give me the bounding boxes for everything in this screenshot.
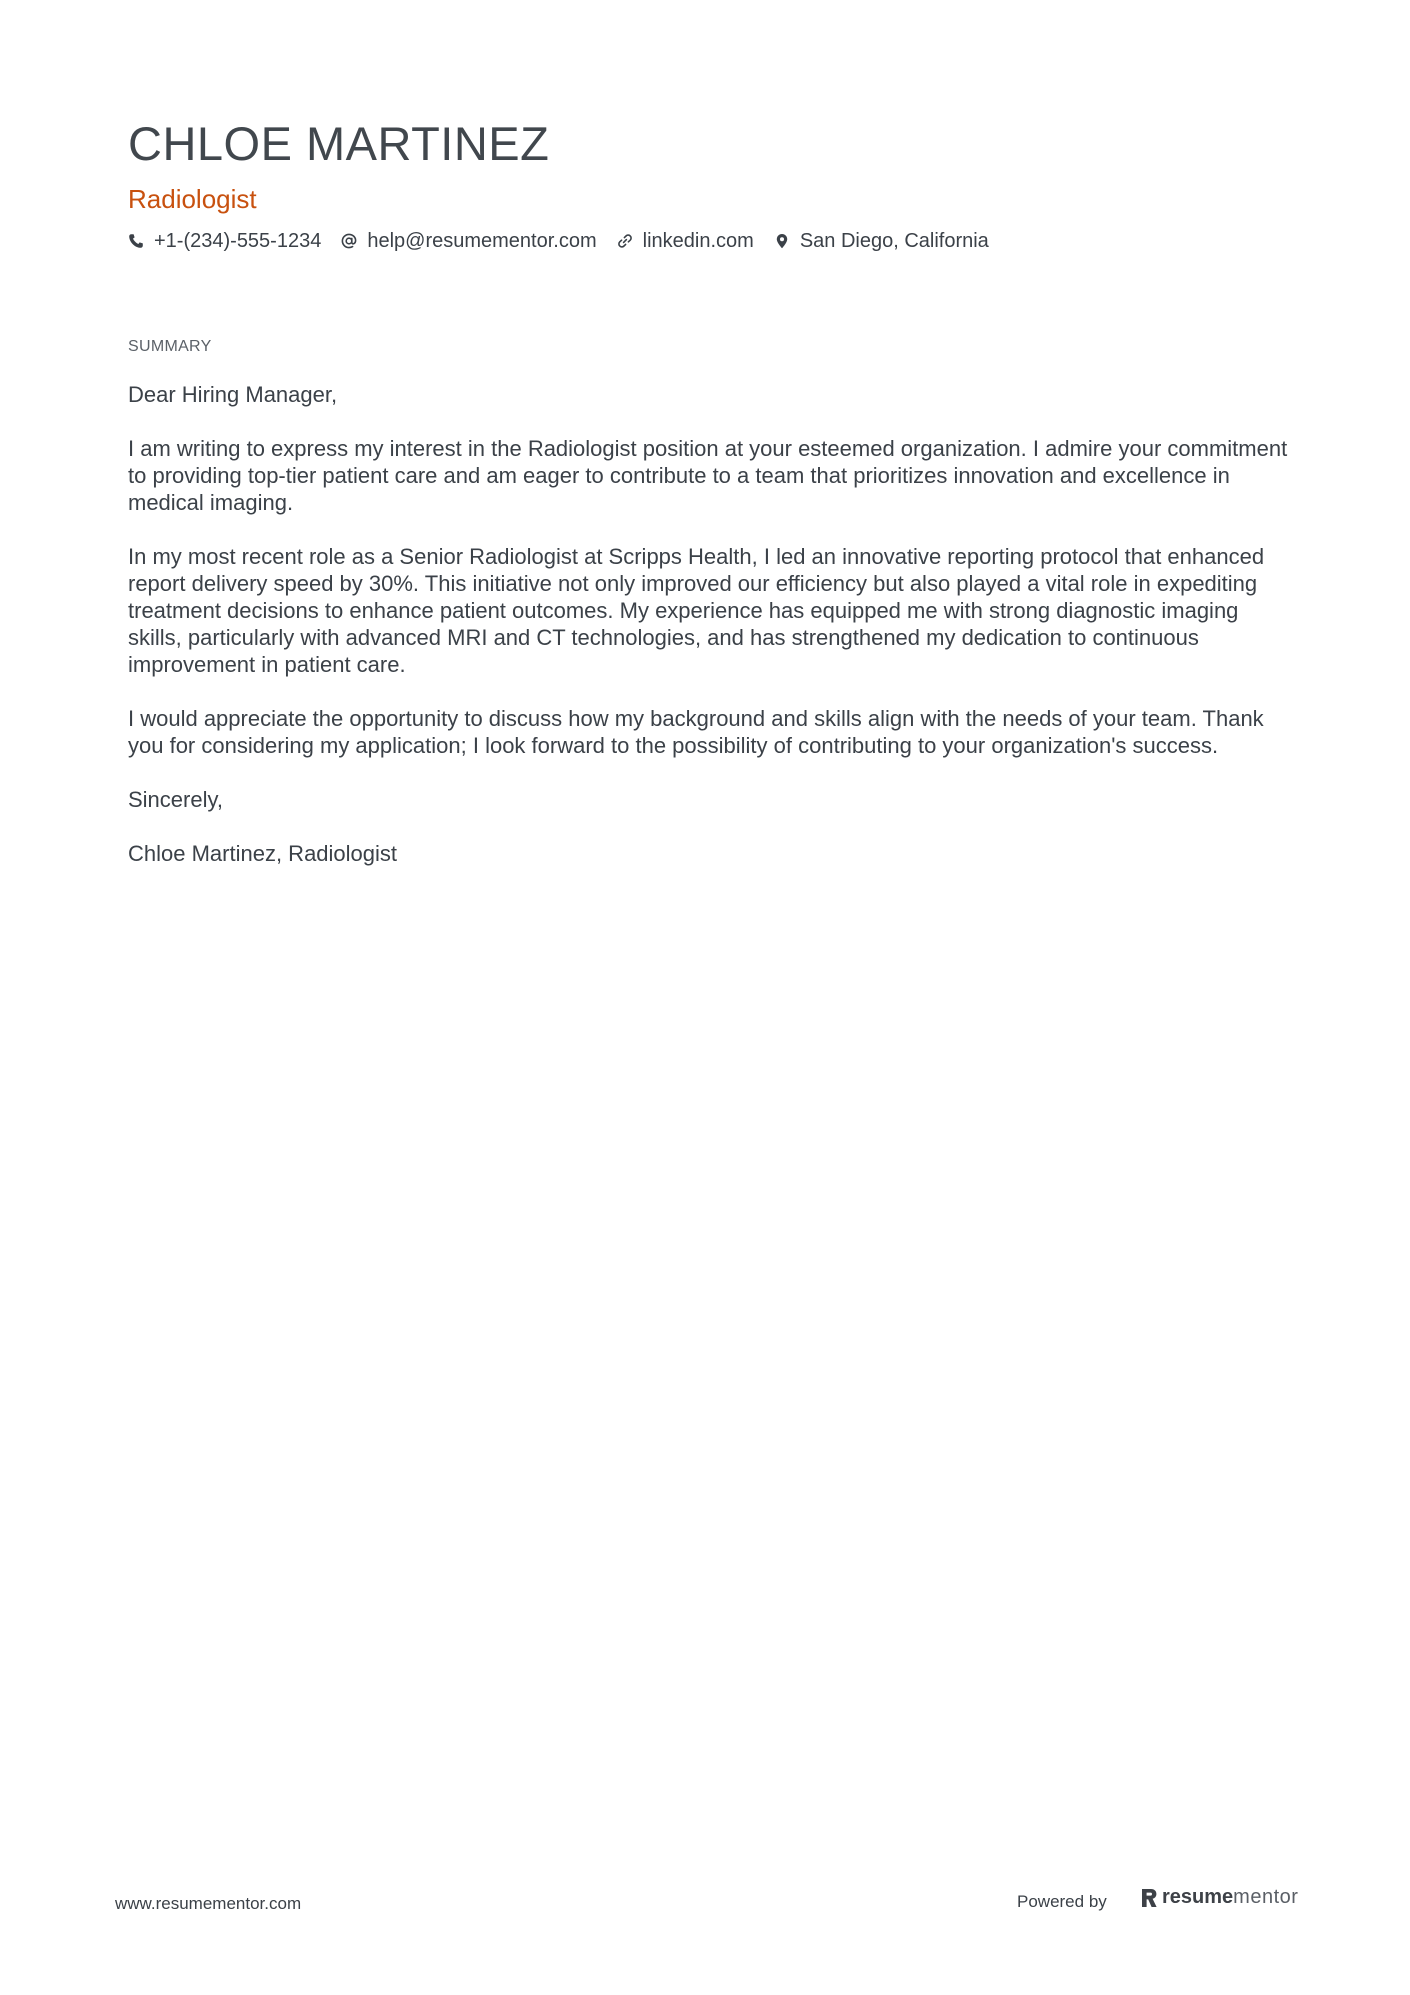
contact-linkedin[interactable] <box>617 228 754 254</box>
phone-icon <box>128 233 144 249</box>
resumementor-logo-icon <box>1140 1887 1158 1909</box>
linkedin-text: linkedin.com <box>642 230 754 252</box>
powered-by-label: Powered by <box>1017 1892 1107 1911</box>
section-label-summary: SUMMARY <box>128 338 212 355</box>
location-text: San Diego, California <box>799 230 989 252</box>
brand-name-bold: resume <box>1162 1886 1234 1908</box>
letter-closing: Sincerely, <box>128 787 223 812</box>
location-pin-icon <box>774 233 790 249</box>
at-icon <box>341 233 357 249</box>
phone-text: +1-(234)-555-1234 <box>154 230 322 252</box>
footer-website-link[interactable]: www.resumementor.com <box>115 1894 302 1913</box>
email-text: help@resumementor.com <box>367 230 597 252</box>
applicant-name: CHLOE MARTINEZ <box>128 117 550 170</box>
letter-signature: Chloe Martinez, Radiologist <box>128 841 398 866</box>
letter-greeting: Dear Hiring Manager, <box>128 382 338 407</box>
link-icon <box>617 233 633 249</box>
resumementor-brand-logo[interactable] <box>1140 1886 1298 1909</box>
letter-paragraph: I am writing to express my interest in the Radiologist position at your esteemed organization. I admire your commitment to providing top-tier patient care and am eager to contribute to a team that prioritizes innovation and excellence in medical imaging. <box>128 436 1288 515</box>
applicant-role: Radiologist <box>128 184 257 214</box>
header <box>128 116 1288 254</box>
contact-phone <box>128 228 321 254</box>
letter-paragraph: I would appreciate the opportunity to discuss how my background and skills align with the needs of your team. Thank you for considering my application; I look forward to the possibility of contributing to your organization's success. <box>128 706 1264 758</box>
contact-location <box>774 228 989 254</box>
contact-bar <box>128 228 1288 254</box>
brand-name-light: mentor <box>1233 1886 1299 1908</box>
letter-paragraph: In my most recent role as a Senior Radiologist at Scripps Health, I led an innovative reporting protocol that enhanced report delivery speed by 30%. This initiative not only improved our efficiency but also played a vital role in expediting treatment decisions to enhance patient outcomes. My experience has equipped me with strong diagnostic imaging skills, particularly with advanced MRI and CT technologies, and has strengthened my dedication to continuous improvement in patient care. <box>128 544 1265 677</box>
letter-body <box>128 381 1288 894</box>
contact-email[interactable] <box>341 228 596 254</box>
